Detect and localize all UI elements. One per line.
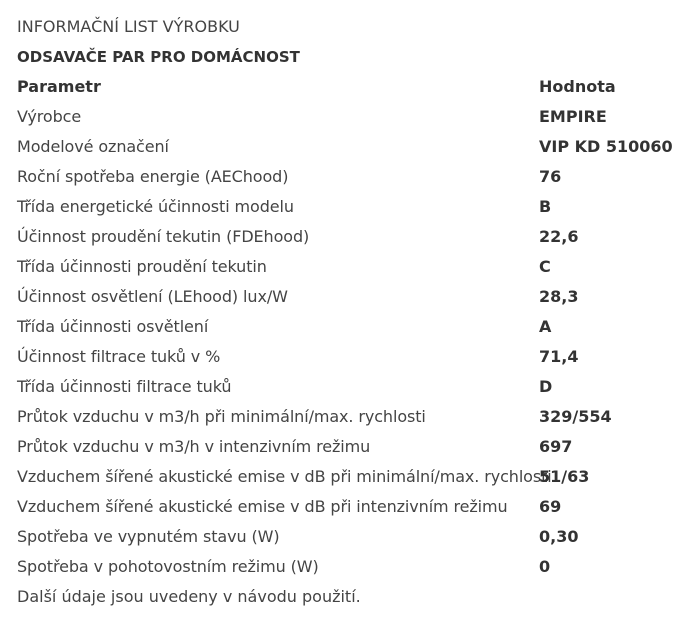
parameter-name: Vzduchem šířené akustické emise v dB při minimální/max. rychlosti [17, 467, 552, 486]
parameter-name: Vzduchem šířené akustické emise v dB při intenzivním režimu [17, 497, 508, 516]
parameter-value: 0,30 [539, 527, 579, 546]
parameter-value: 71,4 [539, 347, 579, 366]
parameter-value: 329/554 [539, 407, 612, 426]
table-row [17, 192, 677, 222]
parameter-value: 28,3 [539, 287, 579, 306]
parameter-value: D [539, 377, 553, 396]
document-subtitle: ODSAVAČE PAR PRO DOMÁCNOST [17, 48, 300, 66]
table-row [17, 402, 677, 432]
parameter-name: Roční spotřeba energie (AEChood) [17, 167, 289, 186]
parameter-value: 22,6 [539, 227, 579, 246]
parameter-name: Průtok vzduchu v m3/h v intenzivním režimu [17, 437, 371, 456]
table-row [17, 552, 677, 582]
parameter-name: Účinnost filtrace tuků v % [17, 347, 221, 366]
parameter-name: Třída účinnosti osvětlení [17, 317, 209, 336]
parameter-value: 51/63 [539, 467, 590, 486]
table-row [17, 372, 677, 402]
table-row [17, 462, 677, 492]
table-row [17, 522, 677, 552]
parameter-name: Třída účinnosti proudění tekutin [17, 257, 267, 276]
parameter-value: C [539, 257, 551, 276]
parameter-name: Průtok vzduchu v m3/h při minimální/max. rychlosti [17, 407, 426, 426]
table-row [17, 162, 677, 192]
document-title: INFORMAČNÍ LIST VÝROBKU [17, 17, 240, 36]
parameter-value: 76 [539, 167, 562, 186]
table-row [17, 252, 677, 282]
parameter-name: Třída účinnosti filtrace tuků [17, 377, 232, 396]
parameter-value: 697 [539, 437, 573, 456]
parameter-name: Výrobce [17, 107, 82, 126]
parameter-value: 69 [539, 497, 562, 516]
parameters-table [17, 72, 677, 582]
parameter-name: Účinnost proudění tekutin (FDEhood) [17, 227, 310, 246]
parameter-name: Třída energetické účinnosti modelu [17, 197, 294, 216]
parameter-value: EMPIRE [539, 107, 607, 126]
footer-note: Další údaje jsou uvedeny v návodu použití. [17, 587, 361, 606]
parameter-value: VIP KD 510060 [539, 137, 673, 156]
column-header-parameter: Parametr [17, 77, 101, 96]
parameter-value: B [539, 197, 552, 216]
table-row [17, 312, 677, 342]
table-row [17, 342, 677, 372]
table-header-row [17, 72, 677, 102]
parameter-name: Spotřeba v pohotovostním režimu (W) [17, 557, 319, 576]
table-row [17, 102, 677, 132]
table-row [17, 222, 677, 252]
table-row [17, 432, 677, 462]
parameter-name: Spotřeba ve vypnutém stavu (W) [17, 527, 280, 546]
table-row [17, 282, 677, 312]
column-header-value: Hodnota [539, 77, 616, 96]
parameter-name: Modelové označení [17, 137, 169, 156]
parameter-name: Účinnost osvětlení (LEhood) lux/W [17, 287, 288, 306]
table-row [17, 132, 677, 162]
table-row [17, 492, 677, 522]
parameter-value: 0 [539, 557, 551, 576]
parameter-value: A [539, 317, 552, 336]
